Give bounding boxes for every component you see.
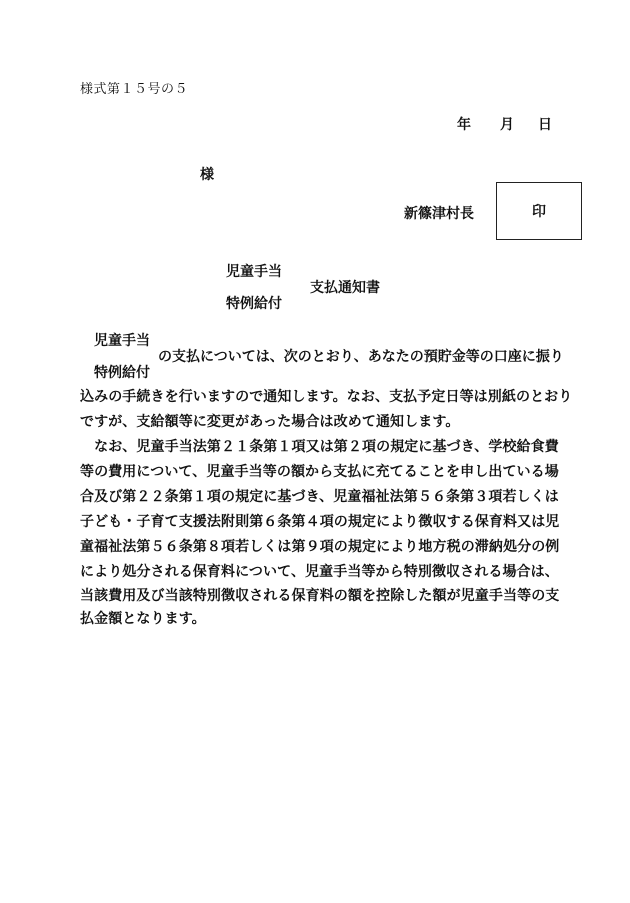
para2-line: 童福祉法第５６条第８項若しくは第９項の規定により地方税の滞納処分の例: [80, 539, 560, 555]
para1-line: 込みの手続きを行いますので通知します。なお、支払予定日等は別紙のとおり: [80, 389, 573, 405]
date-year-label: 年: [457, 117, 471, 133]
para2-line: 子ども・子育て支援法附則第６条第４項の規定により徴収する保育料又は児: [80, 514, 560, 530]
para2-line: 合及び第２２条第１項の規定に基づき、児童福祉法第５６条第３項若しくは: [80, 489, 559, 505]
title-option-child-allowance: 児童手当: [226, 264, 282, 280]
para1-line1-rest: の支払については、次のとおり、あなたの預貯金等の口座に振り: [158, 349, 564, 365]
para2-line: 払金額となります。: [80, 611, 206, 627]
seal-box: [496, 182, 582, 240]
para2-line: 等の費用について、児童手当等の額から支払に充てることを申し出ている場: [80, 464, 559, 480]
title-main: 支払通知書: [310, 280, 380, 296]
title-option-special-benefit: 特例給付: [226, 296, 282, 312]
para1-option-child-allowance: 児童手当: [94, 333, 150, 349]
form-number: 様式第１５号の５: [80, 82, 189, 97]
para2-line: なお、児童手当法第２１条第１項又は第２項の規定に基づき、学校給食費: [80, 439, 559, 455]
date-day-label: 日: [538, 117, 552, 133]
addressee-suffix: 様: [200, 167, 214, 183]
para1-option-special-benefit: 特例給付: [94, 365, 150, 381]
issuer-name: 新篠津村長: [404, 206, 474, 222]
para2-line: 当該費用及び当該特別徴収される保育料の額を控除した額が児童手当等の支: [80, 588, 560, 604]
date-month-label: 月: [500, 117, 514, 133]
seal-label: 印: [532, 204, 546, 220]
para2-line: により処分される保育料について、児童手当等から特別徴収される場合は、: [80, 564, 559, 580]
para1-line: ですが、支給額等に変更があった場合は改めて通知します。: [80, 414, 460, 430]
